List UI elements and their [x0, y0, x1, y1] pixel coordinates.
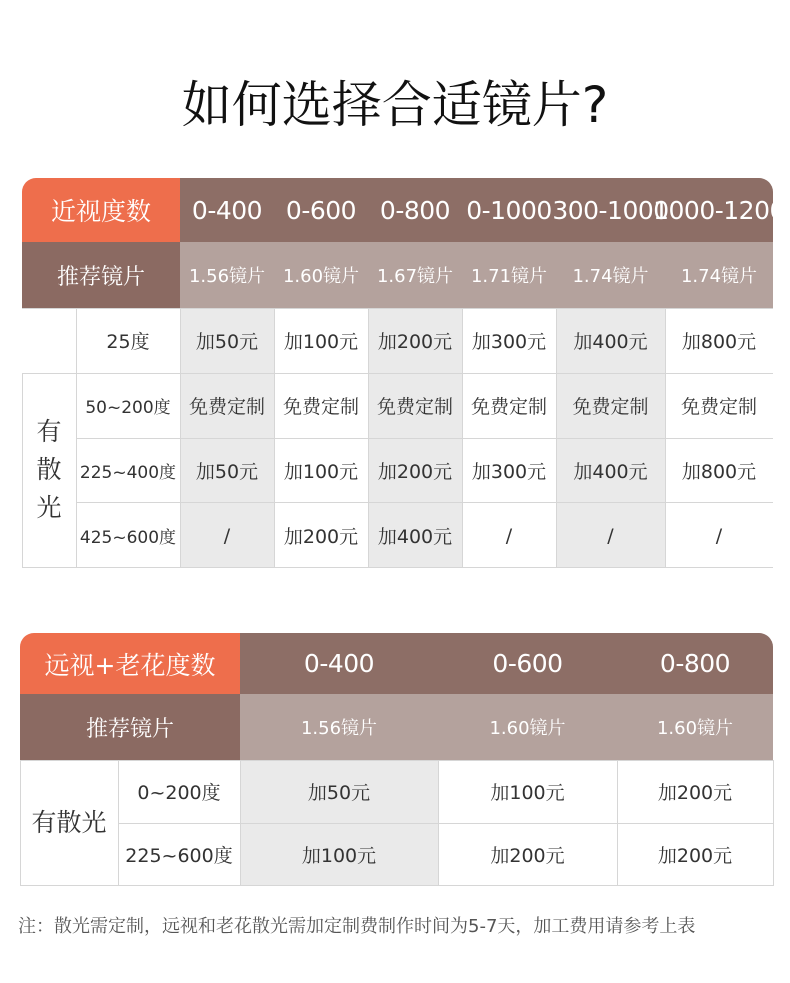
- table-cell: 加100元: [283, 331, 359, 353]
- page-title: 如何选择合适镜片?: [181, 76, 609, 134]
- column-divider: [462, 308, 463, 567]
- table-cell: 免费定制: [376, 396, 453, 418]
- table-cell: 加100元: [301, 845, 377, 867]
- lens-cell: 1.71镜片: [470, 266, 548, 287]
- column-divider: [617, 760, 618, 886]
- table-cell: 加200元: [377, 461, 453, 483]
- table-cell: 加400元: [573, 461, 648, 483]
- table-cell: 加300元: [471, 331, 547, 353]
- table-cell: 免费定制: [282, 396, 359, 418]
- table-cell: 加400元: [377, 526, 453, 548]
- degree-header: 0-400: [303, 649, 375, 678]
- degree-header: 0-600: [492, 649, 563, 678]
- table-cell: /: [715, 524, 723, 547]
- table-cell: 加800元: [681, 461, 757, 483]
- column-divider: [22, 373, 23, 567]
- column-divider: [665, 308, 666, 567]
- header-label: 近视度数: [22, 178, 180, 242]
- table-cell: 加400元: [573, 331, 648, 353]
- table-cell: 加100元: [283, 461, 359, 483]
- table-cell: 加200元: [490, 845, 565, 867]
- table-cell: 免费定制: [680, 396, 757, 418]
- lens-cell: 1.60镜片: [282, 266, 360, 287]
- group-label: [22, 373, 76, 567]
- table-cell: 加800元: [681, 331, 757, 353]
- degree-header: 0-800: [659, 649, 731, 678]
- rec-label: 推荐镜片: [22, 242, 180, 308]
- degree-header: 0-800: [379, 195, 451, 225]
- table-cell: /: [223, 524, 231, 547]
- lens-cell: 1.56镜片: [300, 718, 378, 739]
- lens-cell: 1.60镜片: [489, 718, 566, 739]
- table-cell: 加200元: [283, 526, 359, 548]
- table-cell: 加100元: [490, 782, 565, 804]
- row-divider: [22, 373, 76, 374]
- lens-cell: 1.74镜片: [572, 266, 649, 287]
- column-divider: [773, 760, 774, 886]
- table-cell: 加50元: [307, 782, 371, 804]
- table-cell: 加50元: [195, 331, 259, 353]
- row-divider: [118, 823, 773, 824]
- row-divider: [20, 760, 773, 761]
- row-label: 225~400度: [79, 463, 177, 483]
- column-divider: [274, 308, 275, 567]
- table-cell: 加200元: [657, 845, 733, 867]
- table-cell: 免费定制: [470, 396, 547, 418]
- row-label: 425~600度: [79, 528, 177, 548]
- table-cell: 加200元: [377, 331, 453, 353]
- row-divider: [20, 885, 773, 886]
- row-divider: [22, 308, 773, 309]
- column-divider: [368, 308, 369, 567]
- table-cell: /: [607, 524, 614, 547]
- degree-header: 1000-1200: [653, 195, 785, 225]
- column-divider: [180, 308, 181, 567]
- row-label: 0~200度: [137, 782, 221, 804]
- group-label-text: 有散光: [36, 417, 62, 522]
- degree-header: 0-600: [285, 195, 357, 225]
- table-cell: 免费定制: [572, 396, 649, 418]
- lens-cell: 1.56镜片: [188, 266, 266, 287]
- table-cell: 加200元: [657, 782, 733, 804]
- column-divider: [20, 760, 21, 886]
- column-divider: [118, 760, 119, 886]
- row-divider: [22, 567, 773, 568]
- row-label: 225~600度: [125, 845, 233, 867]
- footnote: 注：散光需定制，远视和老花散光需加定制费制作时间为5-7天，加工费用请参考上表: [18, 916, 696, 937]
- table-cell: 加300元: [471, 461, 547, 483]
- lens-cell: 1.67镜片: [376, 266, 454, 287]
- lens-cell: 1.60镜片: [656, 718, 734, 739]
- table-cell: /: [505, 524, 513, 547]
- row-label: 50~200度: [85, 398, 171, 418]
- column-divider: [76, 308, 77, 567]
- degree-header: 0-400: [191, 195, 263, 225]
- header-label: 远视+老花度数: [20, 633, 240, 694]
- rec-label: 推荐镜片: [20, 694, 240, 760]
- degree-header: 0-1000: [466, 195, 552, 225]
- column-divider: [240, 760, 241, 886]
- column-divider: [556, 308, 557, 567]
- lens-cell: 1.74镜片: [680, 266, 758, 287]
- table-cell: 加50元: [195, 461, 259, 483]
- degree-header: 300-1000: [552, 195, 669, 225]
- group-label: 有散光: [31, 808, 107, 837]
- table-cell: 免费定制: [188, 396, 265, 418]
- column-divider: [438, 760, 439, 886]
- row-label: 25度: [106, 331, 150, 353]
